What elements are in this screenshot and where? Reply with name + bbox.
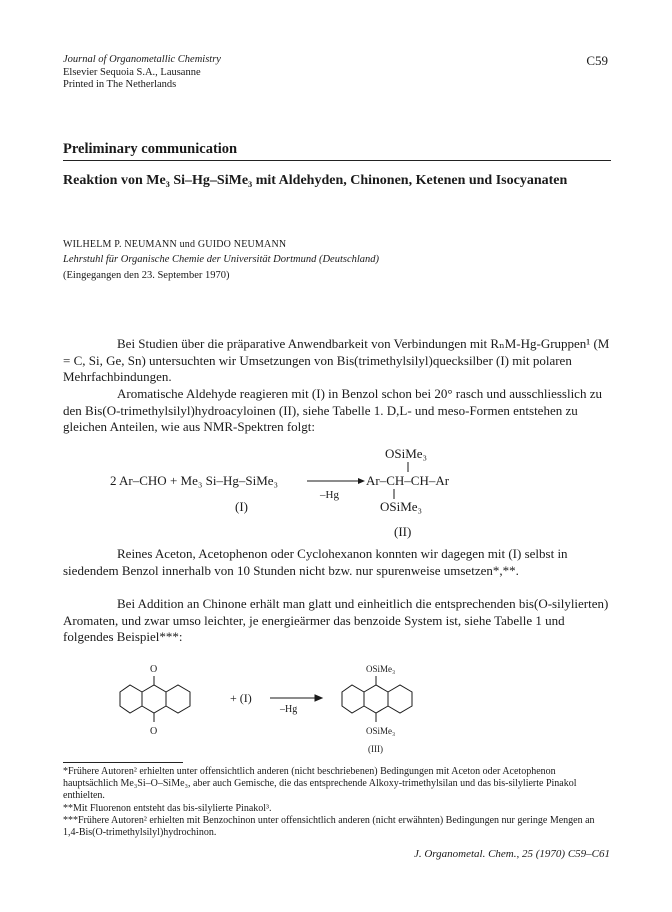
section-heading: Preliminary communication: [63, 141, 238, 157]
article-title: Reaktion von Me₃ Si–Hg–SiMe₃ mit Aldehyden, Chinonen, Ketenen und Isocyanaten: [63, 173, 568, 188]
footnote-divider: [63, 762, 183, 763]
scheme2-bottom-group: OSiMe₃: [366, 726, 396, 736]
paragraph-3: Reines Aceton, Acetophenon oder Cyclohexanon konnten wir dagegen mit (I) selbst in siedendem Benzol innerhalb von 10 Stunden nicht bzw. nur spurenweise umsetzen*,**.: [63, 546, 568, 578]
scheme1-label-I: (I): [235, 499, 248, 514]
scheme2-label-III: (III): [368, 744, 383, 754]
anthracene-product-structure: [342, 676, 412, 722]
scheme1-below-arrow: –Hg: [320, 489, 339, 501]
publisher: Elsevier Sequoia S.A., Lausanne: [63, 66, 201, 78]
reaction-scheme-quinone: [110, 652, 570, 762]
journal-name: Journal of Organometallic Chemistry: [63, 54, 221, 65]
scheme2-plus-reagent: + (I): [230, 691, 252, 705]
footnote-1: *Frühere Autoren² erhielten unter offensichtlich anderen (nicht beschriebenen) Bedingungen mit Aceton oder Acetophenon hauptsächlich Me₃Si–O–SiMe₃, aber auch Gemische, die das entsprechende Alkoxy-trimethylsilan und das bis-silylierte Pinakol enthielten.: [63, 766, 577, 802]
footnotes: [63, 766, 611, 839]
quinone-oxygen-top: O: [150, 664, 158, 675]
quinone-oxygen-bottom: O: [150, 726, 158, 737]
paragraph-2: Aromatische Aldehyde reagieren mit (I) in Benzol schon bei 20° rasch und ausschliesslich zu den Bis(O-trimethylsilyl)hydroacyloinen (II), siehe Tabelle 1. D,L- und meso-Formen entstehen zu gleichen Anteilen, wie aus NMR-Spektren folgt:: [63, 386, 602, 434]
scheme1-top-group: OSiMe₃: [385, 448, 428, 461]
scheme1-label-II: (II): [394, 524, 412, 539]
received-date: (Eingegangen den 23. September 1970): [63, 270, 230, 281]
paragraph-1: Bei Studien über die präparative Anwendbarkeit von Verbindungen mit RₙM-Hg-Gruppen¹ (M = C, Si, Ge, Sn) untersuchten wir Umsetzungen von Bis(trimethylsilyl)quecksilber (I) mit polaren Mehrfachbindungen.: [63, 336, 610, 384]
authors: WILHELM P. NEUMANN und GUIDO NEUMANN: [63, 239, 287, 250]
journal-citation: J. Organometal. Chem., 25 (1970) C59–C61: [413, 848, 610, 860]
paragraph-4: Bei Addition an Chinone erhält man glatt und einheitlich die entsprechenden bis(O-silylierten) Aromaten, und zwar umso leichter, je energieärmer das benzoide System ist, siehe Tabelle 1 und folgendes Beispiel***:: [63, 596, 609, 644]
scheme1-arrowhead: [358, 478, 365, 484]
page-number: C59: [586, 53, 608, 68]
reaction-scheme-aldehyde: [110, 448, 570, 548]
scheme1-product: Ar–CH–CH–Ar: [366, 473, 450, 488]
footnote-2: **Mit Fluorenon entsteht das bis-silylierte Pinakol³.: [63, 802, 272, 814]
journal-header: [63, 54, 221, 92]
scheme2-below-arrow: –Hg: [280, 704, 298, 715]
scheme2-top-group: OSiMe₃: [366, 664, 396, 674]
scheme1-reactants: 2 Ar–CHO + Me₃ Si–Hg–SiMe₃: [110, 473, 279, 488]
affiliation: Lehrstuhl für Organische Chemie der Universität Dortmund (Deutschland): [63, 254, 380, 265]
scheme1-bottom-group: OSiMe₃: [380, 499, 423, 514]
footnote-3: ***Frühere Autoren² erhielten mit Benzochinon unter offensichtlich anderen (nicht erwähnten) Bedingungen nur geringe Mengen an 1,4-Bis(O-trimethylsilyl)hydrochinon.: [63, 814, 595, 839]
scheme2-arrowhead: [315, 695, 322, 701]
section-divider: [63, 160, 611, 161]
anthraquinone-structure: [120, 676, 190, 722]
printed-in: Printed in The Netherlands: [63, 79, 177, 90]
